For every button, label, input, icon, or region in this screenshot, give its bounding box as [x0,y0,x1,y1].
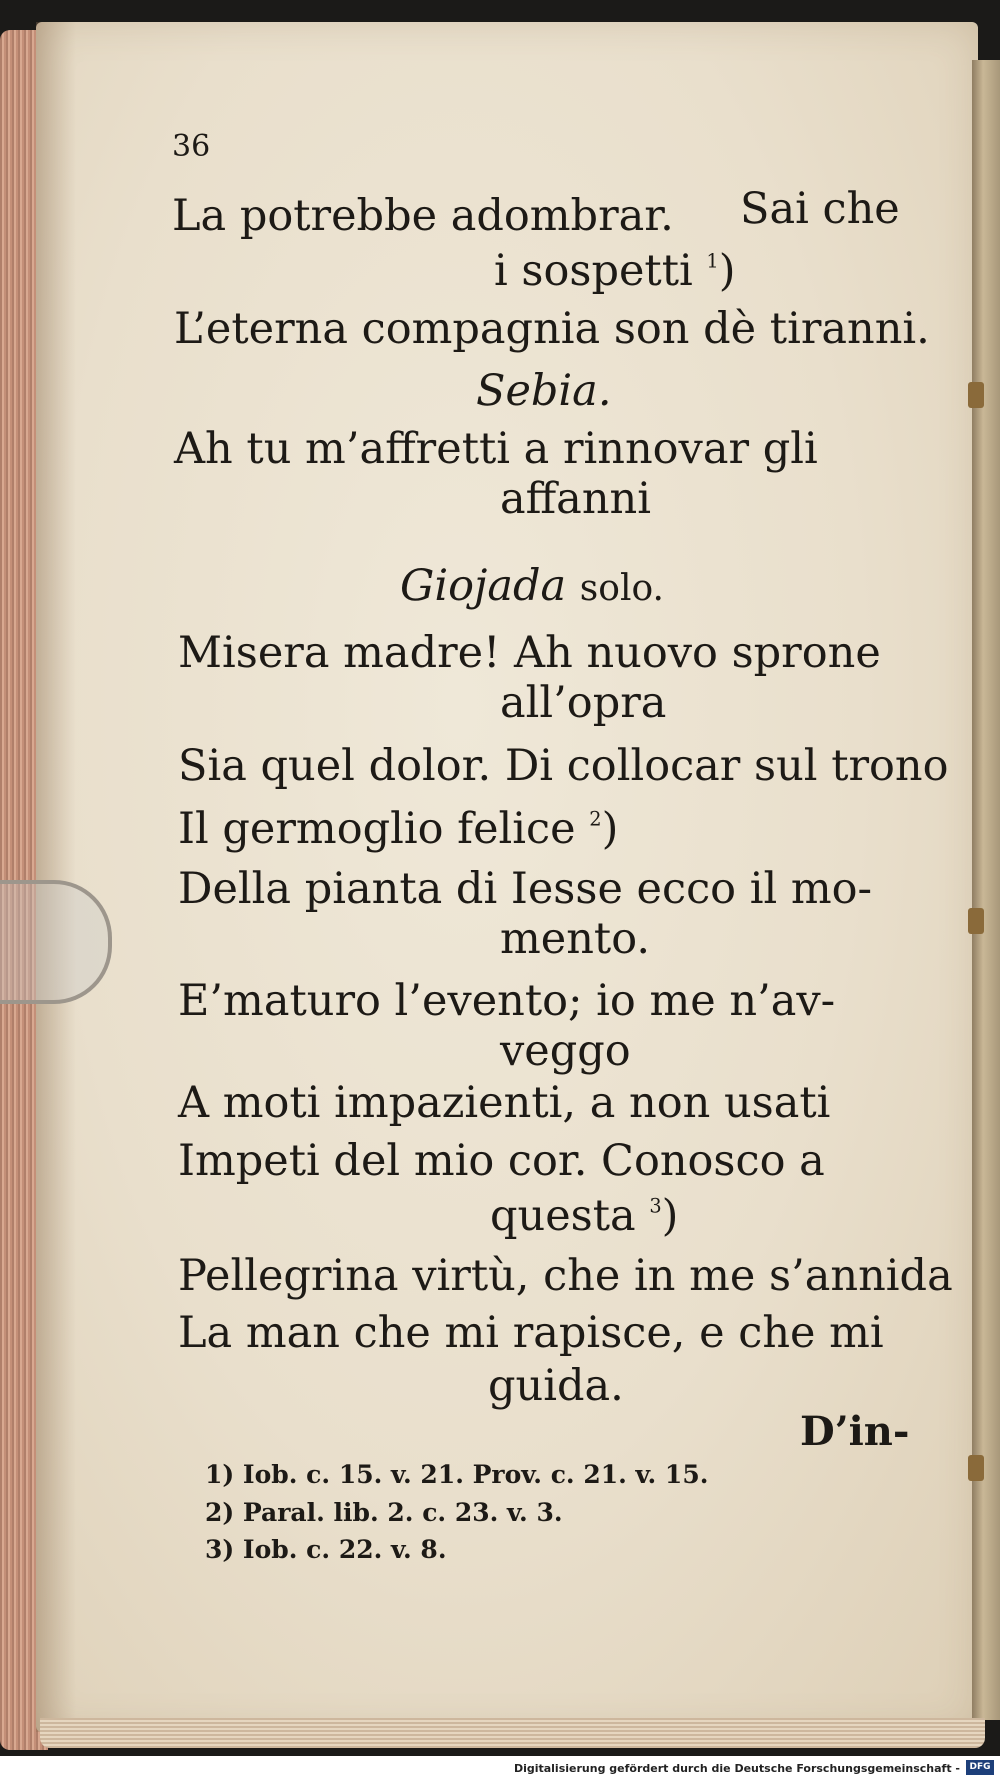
verse-line: veggo [500,1026,631,1076]
page-clip [0,880,112,1004]
verse-line: Sai che [740,184,900,234]
verse-line: all’opra [500,678,667,728]
page-edges-bottom [40,1718,985,1748]
verse-line: Sia quel dolor. Di collocar sul trono [178,741,949,791]
footnote-marker: 3 [649,1194,662,1218]
binding-tab [968,1455,984,1481]
verse-line: guida. [488,1361,624,1411]
footnote: 1) Iob. c. 15. v. 21. Prov. c. 21. v. 15. [205,1460,709,1489]
verse-line: E’maturo l’evento; io me n’av- [178,976,836,1026]
digitization-credit: Digitalisierung gefördert durch die Deutsche Forschungsgemeinschaft - [513,1762,960,1775]
footnote-marker: 1 [706,249,719,273]
verse-line: Impeti del mio cor. Conosco a [178,1136,825,1186]
catchword: D’in- [800,1408,910,1455]
footnote: 2) Paral. lib. 2. c. 23. v. 3. [205,1498,563,1527]
binding-tab [968,382,984,408]
verse-line: La potrebbe adombrar. [172,191,674,241]
verse-line: affanni [500,474,651,524]
page-number: 36 [172,129,211,164]
verse-line: A moti impazienti, a non usati [178,1078,831,1128]
verse-line: L’eterna compagnia son dè tiranni. [174,304,930,354]
verse-line: Ah tu m’affretti a rinnovar gli [174,424,818,474]
verse-line: Pellegrina virtù, che in me s’annida [178,1251,953,1301]
verse-line: mento. [500,914,650,964]
verse-line: Misera madre! Ah nuovo sprone [178,628,881,678]
verse-line: Il germoglio felice $^2$) [178,804,619,854]
verse-line: La man che mi rapisce, e che mi [178,1308,884,1358]
verse-line: Della pianta di Iesse ecco il mo- [178,864,873,914]
footnote: 3) Iob. c. 22. v. 8. [205,1535,447,1564]
speaker-name: Giojada solo. [400,561,664,611]
dfg-logo: DFG [966,1760,994,1775]
speaker-name: Sebia. [476,366,612,416]
gutter-shadow [36,22,76,1732]
verse-line: i sospetti $^1$) [494,246,736,296]
verse-line: questa $^3$) [490,1191,679,1241]
stage-direction: solo. [579,568,664,609]
binding-tab [968,908,984,934]
footnote-marker: 2 [589,807,602,831]
